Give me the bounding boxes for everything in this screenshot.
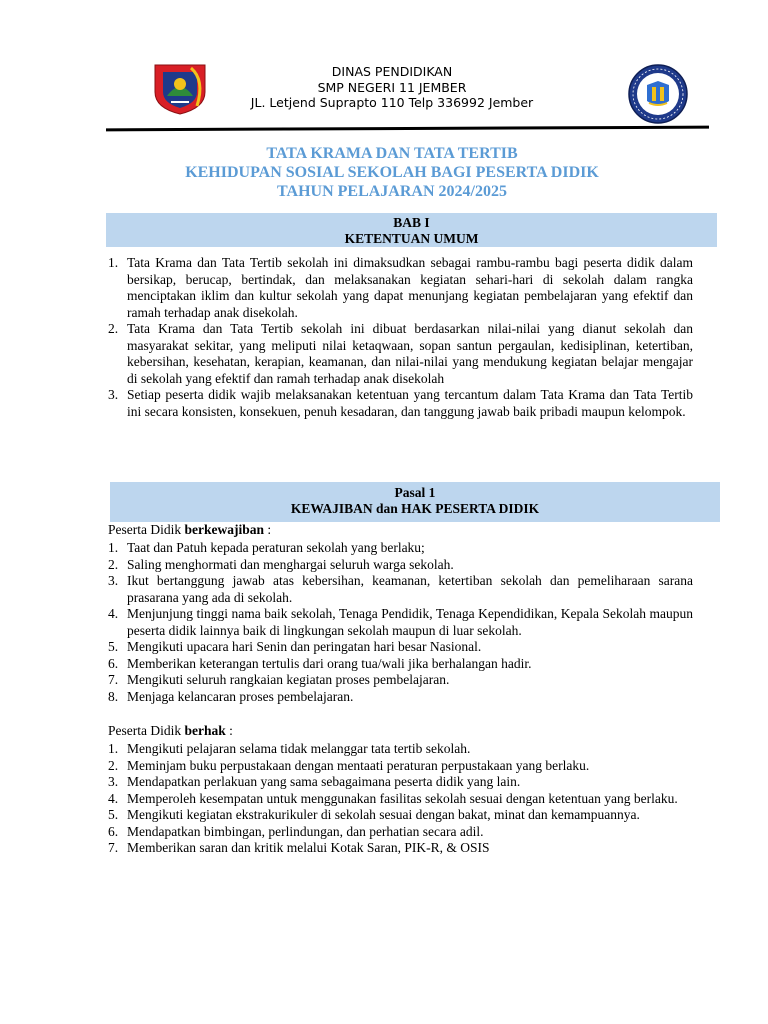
list-item-number: 4.	[108, 606, 119, 621]
chapter-heading	[106, 213, 717, 247]
chapter-name: KETENTUAN UMUM	[344, 231, 479, 246]
list-item-number: 7.	[108, 840, 119, 855]
title-line-3: TAHUN PELAJARAN 2024/2025	[277, 183, 507, 200]
list-item	[108, 606, 693, 639]
letterhead	[0, 60, 768, 130]
list-item	[108, 557, 693, 574]
intro-prefix: Peserta Didik	[108, 723, 185, 738]
school-seal-icon	[627, 63, 689, 125]
list-item-text: Mendapatkan bimbingan, perlindungan, dan perhatian secara adil.	[127, 823, 484, 839]
intro-keyword: berkewajiban	[184, 522, 265, 537]
list-item-number: 6.	[108, 655, 119, 671]
list-item	[108, 255, 693, 321]
list-item	[108, 672, 693, 689]
list-item	[108, 840, 693, 857]
list-item	[108, 791, 693, 808]
list-item	[108, 321, 693, 387]
list-item	[108, 774, 693, 791]
rights-intro	[108, 723, 233, 740]
list-item-number: 2.	[108, 556, 119, 572]
list-item-text: Memberikan keterangan tertulis dari orang tua/wali jika berhalangan hadir.	[127, 655, 532, 671]
agency-name: DINAS PENDIDIKAN	[331, 64, 453, 79]
list-item-number: 3.	[108, 573, 119, 588]
list-item-text: Memberikan saran dan kritik melalui Kotak Saran, PIK-R, & OSIS	[127, 840, 490, 855]
list-item-text: Mengikuti kegiatan ekstrakurikuler di sekolah sesuai dengan bakat, minat dan kemampuannya.	[127, 807, 640, 822]
article-name: KEWAJIBAN dan HAK PESERTA DIDIK	[290, 501, 540, 516]
intro-suffix: :	[264, 522, 272, 537]
list-item	[108, 387, 693, 420]
list-item-number: 1.	[108, 540, 119, 555]
obligations-intro	[108, 522, 271, 539]
list-item-text: Menjunjung tinggi nama baik sekolah, Tenaga Pendidik, Tenaga Kependidikan, Kepala Sekolah maupun peserta didik lainnya baik di lingkungan sekolah maupun di luar sekolah.	[127, 606, 693, 638]
document-title	[100, 144, 684, 201]
chapter-number: BAB I	[393, 215, 430, 230]
rights-list	[108, 741, 693, 857]
list-item	[108, 656, 693, 673]
list-item	[108, 741, 693, 758]
intro-keyword: berhak	[184, 723, 226, 738]
list-item-text: Mengikuti seluruh rangkaian kegiatan proses pembelajaran.	[127, 672, 450, 687]
list-item-text: Taat dan Patuh kepada peraturan sekolah yang berlaku;	[127, 540, 425, 555]
list-item-number: 8.	[108, 688, 119, 704]
list-item-text: Tata Krama dan Tata Tertib sekolah ini dibuat berdasarkan nilai-nilai yang dianut sekolah dan masyarakat sekitar, yang meliputi nilai ketaqwaan, sopan santun pergaulan, kedisiplinan, ketertiban, kebersihan, kesehatan, kerapian, keamanan, dan nilai-nilai yang mendukung kegiatan belajar mengajar di sekolah yang efektif dan ramah terhadap anak disekolah	[127, 321, 693, 386]
list-item-text: Memperoleh kesempatan untuk menggunakan fasilitas sekolah sesuai dengan ketentuan yang berlaku.	[127, 790, 678, 806]
article-number: Pasal 1	[394, 485, 436, 500]
list-item-text: Saling menghormati dan menghargai seluruh warga sekolah.	[127, 556, 454, 572]
list-item-text: Mengikuti upacara hari Senin dan peringatan hari besar Nasional.	[127, 639, 482, 654]
list-item-text: Menjaga kelancaran proses pembelajaran.	[127, 688, 354, 704]
list-item-text: Tata Krama dan Tata Tertib sekolah ini dimaksudkan sebagai rambu-rambu bagi peserta didik dalam bersikap, berucap, bertindak, dan melaksanakan kegiatan sehari-hari di sekolah dalam rangka menciptakan iklim dan kultur sekolah yang dapat menunjang kegiatan pembelajaran yang efektif dan ramah terhadap anak disekolah.	[127, 255, 693, 320]
title-line-1: TATA KRAMA DAN TATA TERTIB	[266, 145, 518, 162]
list-item	[108, 689, 693, 706]
title-line-2: KEHIDUPAN SOSIAL SEKOLAH BAGI PESERTA DIDIK	[185, 164, 599, 181]
intro-suffix: :	[225, 723, 233, 738]
letterhead-text	[200, 64, 584, 111]
list-item	[108, 758, 693, 775]
list-item-text: Ikut bertanggung jawab atas kebersihan, keamanan, ketertiban sekolah dan pemeliharaan sarana prasarana yang ada di sekolah.	[127, 573, 693, 605]
list-item-number: 2.	[108, 757, 119, 773]
list-item	[108, 807, 693, 824]
list-item-text: Mengikuti pelajaran selama tidak melanggar tata tertib sekolah.	[127, 741, 471, 756]
article-heading	[110, 482, 720, 522]
list-item-number: 2.	[108, 321, 119, 336]
list-item-number: 3.	[108, 774, 119, 789]
list-item-number: 6.	[108, 823, 119, 839]
list-item	[108, 573, 693, 606]
list-item-number: 1.	[108, 255, 119, 270]
list-item-number: 1.	[108, 741, 119, 756]
school-name: SMP NEGERI 11 JEMBER	[317, 79, 467, 95]
list-item	[108, 540, 693, 557]
list-item	[108, 824, 693, 841]
list-item-number: 5.	[108, 639, 119, 654]
list-item-text: Mendapatkan perlakuan yang sama sebagaimana peserta didik yang lain.	[127, 774, 521, 789]
list-item	[108, 639, 693, 656]
list-item-number: 7.	[108, 672, 119, 687]
list-item-number: 5.	[108, 807, 119, 822]
obligations-list	[108, 540, 693, 705]
school-address: JL. Letjend Suprapto 110 Telp 336992 Jember	[250, 95, 534, 110]
list-item-number: 4.	[108, 790, 119, 806]
list-item-text: Setiap peserta didik wajib melaksanakan ketentuan yang tercantum dalam Tata Krama dan Tata Tertib ini secara konsisten, konsekuen, penuh kesadaran, dan tanggung jawab baik pribadi maupun kelompok.	[127, 387, 693, 419]
list-item-number: 3.	[108, 387, 119, 402]
list-item-text: Meminjam buku perpustakaan dengan mentaati peraturan perpustakaan yang berlaku.	[127, 757, 590, 773]
general-provisions-list	[108, 255, 693, 420]
intro-prefix: Peserta Didik	[108, 522, 185, 537]
